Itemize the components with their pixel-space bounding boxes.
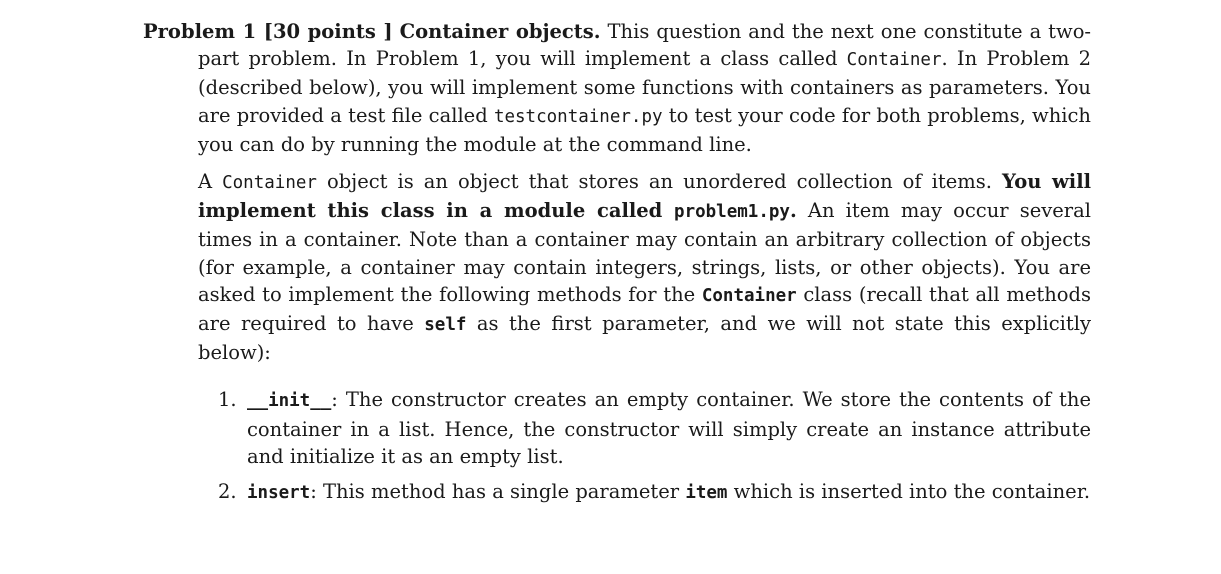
document-page [143,18,1091,515]
method-desc-insert-1: : This method has a single parameter [310,480,686,504]
list-item-init [143,386,1091,470]
code-container-1: Container [222,173,317,194]
code-container-2: Container [701,285,797,306]
problem-intro-paragraph [143,18,1091,158]
problem-heading: Problem 1 [30 points ] [143,20,393,43]
method-name-insert: insert [247,483,311,504]
intro-text-2: . In Problem 2 (described below), you will implement some functions with containers as parameters. You are provided a test file called [198,47,1091,127]
list-number: 1. [218,388,237,412]
desc-text-4: class (recall that all methods are required to have [198,282,1091,336]
method-desc-init: : The constructor creates an empty container. We store the contents of the container in a list. Hence, the constructor will simply create an instance attribute and initialize it as an empty list. [247,388,1091,468]
desc-text-1: A [198,170,223,194]
code-module-name: problem1.py [674,202,790,223]
methods-list [143,386,1091,507]
method-desc-insert-2: which is inserted into the container. [727,480,1091,504]
desc-text-5: as the first parameter, and we will not state this explicitly below): [198,312,1092,365]
desc-text-2: object is an object that stores an unordered collection of items. [316,170,1002,194]
problem-title: Container objects. [399,20,601,43]
desc-bold-2: . [789,199,797,223]
desc-bold-1: You will implement this class in a module called [198,170,1092,223]
code-param-item: item [685,483,728,504]
method-name-init: __init__ [247,391,332,412]
container-description-paragraph [143,168,1091,366]
intro-text-3: to test your code for both problems, which you can do by running the module at the command line. [198,103,1091,156]
intro-text-1: This question and the next one constitute a two-part problem. In Problem 1, you will implement a class called [198,20,1092,71]
code-test-file: testcontainer.py [493,106,663,127]
code-self: self [424,315,467,336]
desc-text-3: An item may occur several times in a container. Note than a container may contain an arbitrary collection of objects (for example, a container may contain integers, strings, lists, or other objects). You are asked to implement the following methods for the [198,199,1091,306]
code-container-class: Container [846,50,942,71]
list-item-insert [143,478,1091,507]
list-number: 2. [218,480,237,504]
